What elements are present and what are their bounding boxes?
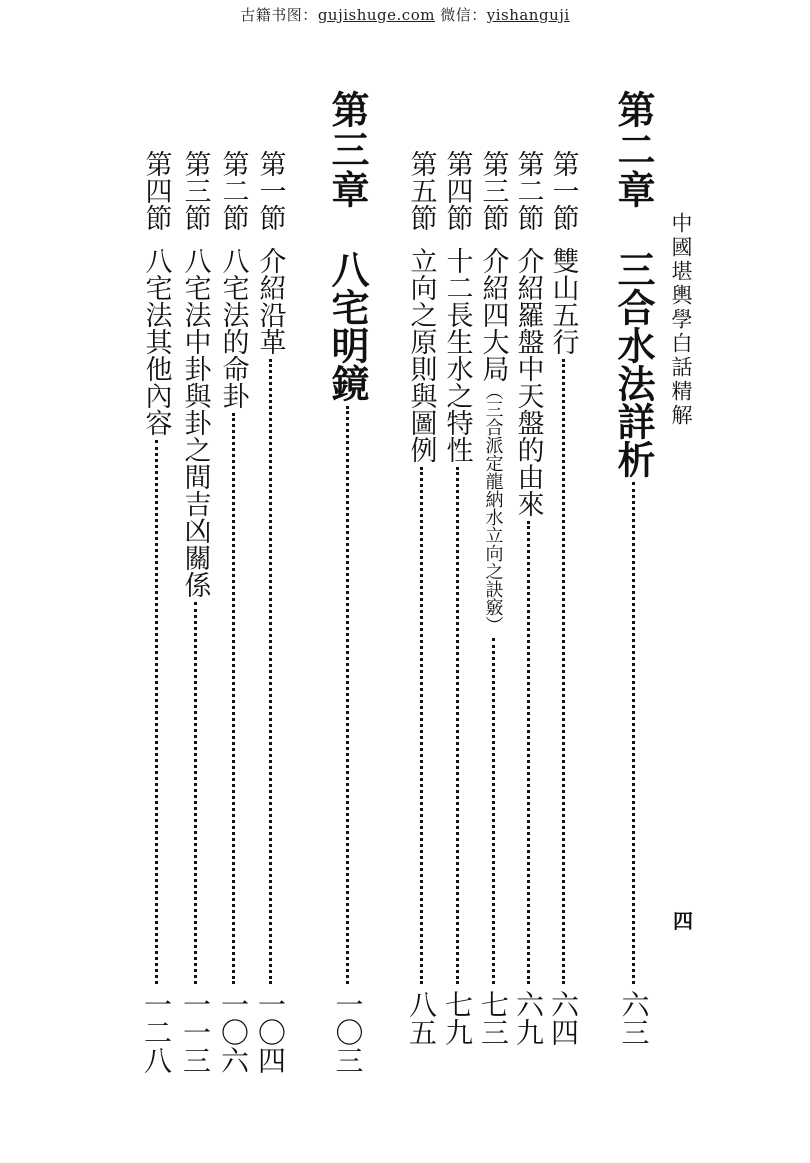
chapter-3-number: 第三章	[325, 90, 370, 210]
section-number: 第三節	[179, 150, 211, 231]
section-title: 八宅法的命卦	[217, 247, 249, 409]
section-number: 第一節	[547, 150, 579, 231]
watermark-middle: 微信：	[434, 6, 487, 24]
section-page: 一〇六	[217, 990, 250, 1074]
toc-ch2-sec-3[interactable]	[473, 150, 513, 1050]
section-leader	[562, 359, 565, 984]
toc-ch3-sec-4[interactable]	[136, 150, 176, 1074]
watermark-prefix: 古籍书图：	[240, 6, 318, 24]
section-label	[402, 150, 441, 463]
section-page: 六九	[512, 990, 545, 1046]
toc-ch2-sec-1[interactable]	[543, 150, 583, 1050]
section-leader	[232, 413, 235, 984]
chapter-3-page: 一〇三	[331, 990, 365, 1074]
toc-ch2-sec-2[interactable]	[508, 150, 548, 1050]
section-number: 第四節	[441, 150, 473, 231]
section-label	[474, 150, 513, 634]
section-label	[251, 150, 290, 355]
section-page: 一〇四	[254, 990, 287, 1074]
toc-ch2-sec-5[interactable]	[401, 150, 441, 1050]
section-leader	[456, 467, 459, 984]
section-title: 八宅法其他內容	[140, 247, 172, 436]
section-title: 介紹羅盤中天盤的由來	[512, 247, 544, 517]
section-title: 八宅法中卦與卦之間吉凶關係	[179, 247, 211, 598]
section-leader	[194, 602, 197, 984]
section-title: 介紹四大局	[477, 247, 509, 382]
toc-ch3-sec-3[interactable]	[175, 150, 215, 1074]
section-page: 一一三	[179, 990, 212, 1074]
section-page: 八五	[405, 990, 438, 1046]
section-label	[137, 150, 176, 436]
section-leader	[492, 638, 495, 984]
chapter-2-number: 第二章	[611, 90, 656, 210]
chapter-2-page: 六三	[617, 990, 651, 1046]
section-title: 介紹沿革	[254, 247, 286, 355]
section-page: 七九	[441, 990, 474, 1046]
section-number: 第一節	[254, 150, 286, 231]
section-title: 立向之原則與圖例	[405, 247, 437, 463]
page-number: 四	[673, 909, 693, 933]
section-number: 第二節	[512, 150, 544, 231]
chapter-3-leader	[346, 406, 349, 984]
section-page: 一二八	[140, 990, 173, 1074]
section-leader	[420, 467, 423, 984]
watermark	[0, 4, 810, 25]
section-number: 第三節	[477, 150, 509, 231]
section-leader	[155, 440, 158, 984]
toc-ch2-sec-4[interactable]	[437, 150, 477, 1050]
chapter-3-label	[320, 90, 375, 402]
toc-ch3-sec-2[interactable]	[213, 150, 253, 1074]
section-number: 第四節	[140, 150, 172, 231]
running-head: 中國堪輿學白話精解	[669, 212, 693, 428]
section-leader	[527, 521, 530, 984]
section-number: 第二節	[217, 150, 249, 231]
chapter-2-title: 三合水法詳析	[611, 250, 656, 478]
toc-chapter-2[interactable]	[606, 90, 661, 1050]
section-note: （三合派定龍納水立向之訣竅）	[482, 382, 504, 634]
section-label	[509, 150, 548, 517]
section-title: 雙山五行	[547, 247, 579, 355]
watermark-wechat: yishanguji	[486, 6, 570, 24]
chapter-2-leader	[632, 482, 635, 984]
toc-chapter-3[interactable]	[320, 90, 375, 1074]
section-page: 六四	[547, 990, 580, 1046]
watermark-site[interactable]: gujishuge.com	[317, 6, 435, 24]
section-label	[438, 150, 477, 463]
chapter-2-label	[606, 90, 661, 478]
section-number: 第五節	[405, 150, 437, 231]
section-label	[176, 150, 215, 598]
chapter-3-title: 八宅明鏡	[325, 250, 370, 402]
section-title: 十二長生水之特性	[441, 247, 473, 463]
section-label	[544, 150, 583, 355]
toc-ch3-sec-1[interactable]	[250, 150, 290, 1074]
section-leader	[269, 359, 272, 984]
section-page: 七三	[477, 990, 510, 1046]
section-label	[214, 150, 253, 409]
